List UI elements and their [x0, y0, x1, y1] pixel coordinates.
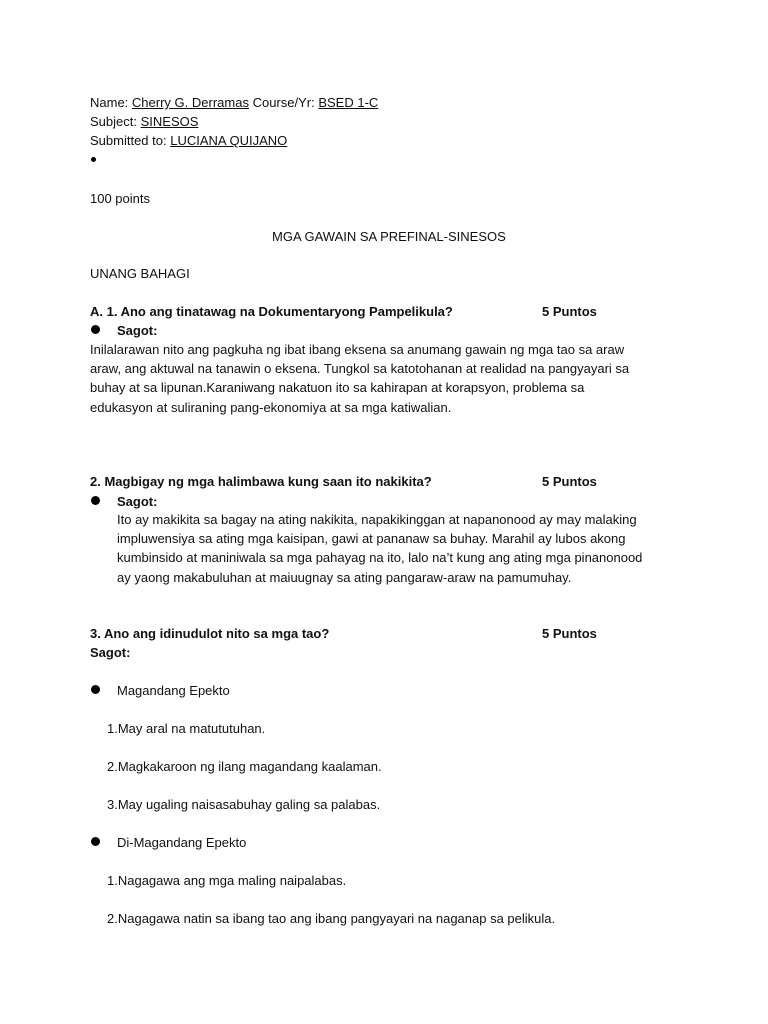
good-effect-bullet-icon [91, 685, 100, 694]
good-effect-item: 1.May aral na matututuhan. [107, 721, 266, 736]
q2-question: 2. Magbigay ng mga halimbawa kung saan ito nakikita? [90, 474, 432, 489]
q2-answer-line: Ito ay makikita sa bagay na ating nakikita, napakikinggan at napanonood ay may malaking [117, 512, 637, 527]
q2-answer-line: kumbinsido at maniniwala sa mga pahayag na ito, lalo na’t kung ang ating mga pinanonood [117, 550, 643, 566]
part-label: UNANG BAHAGI [90, 266, 190, 281]
q1-answer-line: araw, ang aktuwal na tanawin o eksena. Tungkol sa katotohanan at realidad na pangyayari sa [90, 361, 630, 377]
q2-answer [117, 510, 642, 587]
name-value: Cherry G. Derramas [131, 95, 249, 110]
submitted-line [90, 131, 287, 150]
stray-bullet-icon [91, 157, 96, 162]
q1-question: A. 1. Ano ang tinatawag na Dokumentaryong Pampelikula? [90, 304, 453, 319]
q1-answer-line: edukasyon at suliraning pang-ekonomiya at sa mga katiwalian. [90, 399, 452, 415]
bad-effect-item: 1.Nagagawa ang mga maling naipalabas. [107, 873, 347, 888]
bad-effect-item: 2.Nagagawa natin sa ibang tao ang ibang pangyayari na naganap sa pelikula. [107, 911, 556, 926]
course-label: Course/Yr: [252, 95, 315, 110]
q1-answer-line: buhay at sa lipunan.Karaniwang nakatuon ito sa kahirapan at korapsyon, problema sa [90, 380, 585, 396]
subject-value: SINESOS [140, 114, 199, 129]
q1-bullet-icon [91, 325, 100, 334]
good-effect-item: 2.Magkakaroon ng ilang magandang kaalaman. [107, 759, 382, 774]
q1-answer-label: Sagot: [117, 323, 158, 338]
q3-question: 3. Ano ang idinudulot nito sa mga tao? [90, 626, 330, 641]
subject-line [90, 112, 198, 131]
name-line [90, 93, 378, 112]
subject-label: Subject: [90, 114, 137, 129]
q3-points: 5 Puntos [542, 626, 597, 641]
q1-answer-line: Inilalarawan nito ang pagkuha ng ibat ibang eksena sa anumang gawain ng mga tao sa araw [90, 342, 625, 357]
bad-effect-bullet-icon [91, 837, 100, 846]
q2-answer-line: ay yaong makabuluhan at maiuugnay sa ating pangaraw-araw na pamumuhay. [117, 569, 572, 585]
q1-answer [90, 340, 629, 417]
course-value: BSED 1-C [318, 95, 379, 110]
q2-points: 5 Puntos [542, 474, 597, 489]
points-total: 100 points [90, 191, 150, 206]
document-title: MGA GAWAIN SA PREFINAL-SINESOS [272, 229, 506, 244]
submitted-value: LUCIANA QUIJANO [170, 133, 288, 148]
submitted-label: Submitted to: [90, 133, 167, 148]
good-effect-item: 3.May ugaling naisasabuhay galing sa palabas. [107, 797, 381, 812]
good-effect-heading: Magandang Epekto [117, 683, 230, 698]
q2-answer-label: Sagot: [117, 494, 158, 509]
bad-effect-heading: Di-Magandang Epekto [117, 835, 247, 850]
q3-answer-label: Sagot: [90, 645, 131, 660]
q2-answer-line: impluwensiya sa ating mga kaisipan, gawi at pananaw sa buhay. Marahil ay lubos akong [117, 531, 626, 547]
q2-bullet-icon [91, 496, 100, 505]
name-label: Name: [90, 95, 129, 110]
q1-points: 5 Puntos [542, 304, 597, 319]
